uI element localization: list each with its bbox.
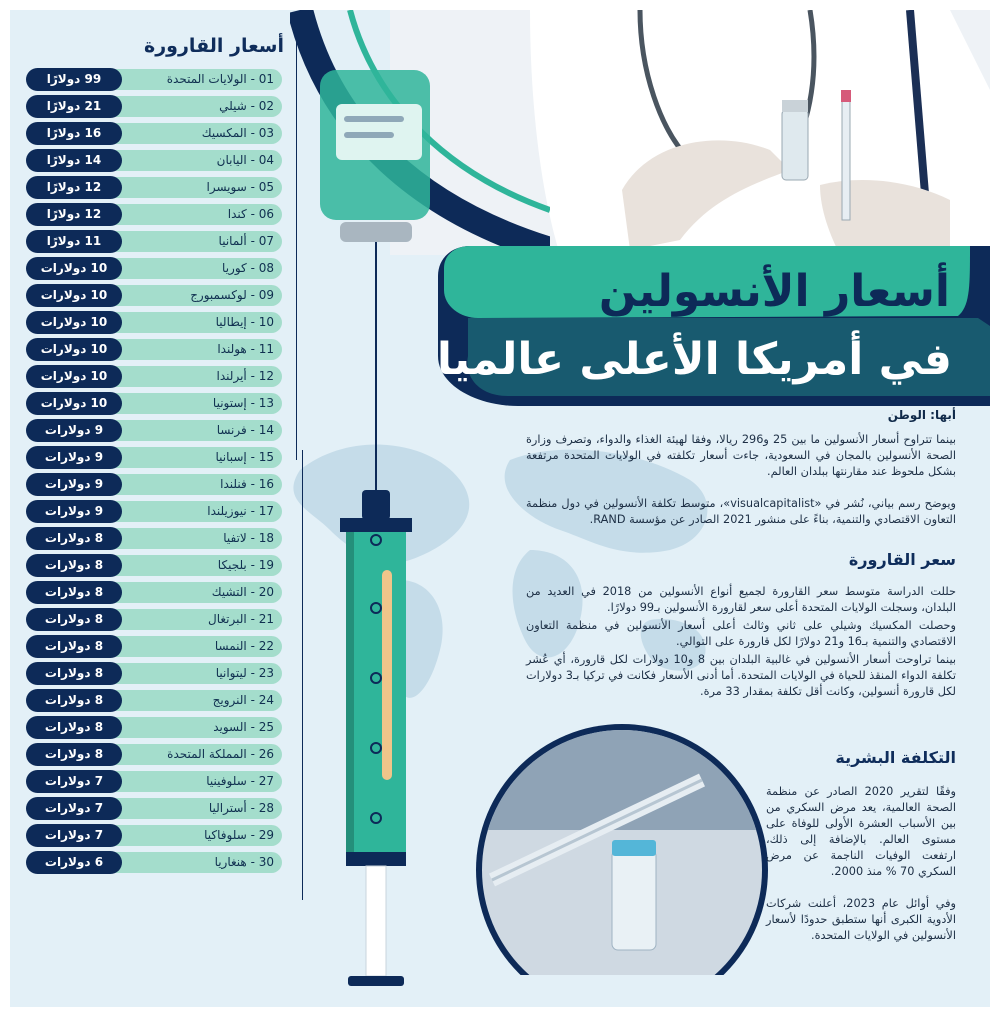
ranking-row (26, 554, 288, 577)
ranking-price-badge: 8 دولارات (26, 689, 122, 712)
ranking-country: 13 - إستونيا (82, 393, 282, 414)
ranking-price-badge: 8 دولارات (26, 635, 122, 658)
ranking-price-badge: 10 دولارات (26, 392, 122, 415)
ranking-row (26, 284, 288, 307)
ranking-country: 30 - هنغاريا (82, 852, 282, 873)
ranking-price-badge: 8 دولارات (26, 743, 122, 766)
human-cost-paragraph-1: وفقًا لتقرير 2020 الصادر عن منظمة الصحة العالمية، يعد مرض السكري من بين الأسباب العشرة الأولى للوفاة على مستوى العالم. بالإضافة إلى ذلك، ارتفعت الوفيات الناجمة عن مرض السكري 70 % منذ 2000. (766, 785, 957, 878)
ranking-row (26, 68, 288, 91)
ranking-country: 04 - اليابان (82, 150, 282, 171)
infographic-page (10, 10, 990, 1007)
ranking-country: 28 - أستراليا (82, 798, 282, 819)
ranking-country: 02 - شيلي (82, 96, 282, 117)
ranking-country: 05 - سويسرا (82, 177, 282, 198)
ranking-country: 10 - إيطاليا (82, 312, 282, 333)
article-byline: أبها: الوطن (887, 408, 956, 422)
ranking-price-badge: 10 دولارات (26, 311, 122, 334)
ranking-country: 01 - الولايات المتحدة (82, 69, 282, 90)
ranking-country: 17 - نيوزيلندا (82, 501, 282, 522)
ranking-price-badge: 7 دولارات (26, 824, 122, 847)
ranking-country: 21 - البرتغال (82, 609, 282, 630)
ranking-row (26, 176, 288, 199)
ranking-country: 20 - التشيك (82, 582, 282, 603)
ranking-row (26, 203, 288, 226)
ranking-price-badge: 9 دولارات (26, 473, 122, 496)
sidebar-title: أسعار القارورة (144, 35, 284, 57)
ranking-row (26, 500, 288, 523)
ranking-row (26, 95, 288, 118)
ranking-price-badge: 16 دولارًا (26, 122, 122, 145)
ranking-price-badge: 9 دولارات (26, 419, 122, 442)
ranking-row (26, 662, 288, 685)
ranking-row (26, 446, 288, 469)
ranking-row (26, 473, 288, 496)
ranking-row (26, 824, 288, 847)
ranking-country: 14 - فرنسا (82, 420, 282, 441)
ranking-price-badge: 8 دولارات (26, 716, 122, 739)
ranking-row (26, 257, 288, 280)
ranking-country: 27 - سلوفينيا (82, 771, 282, 792)
ranking-row (26, 122, 288, 145)
ranking-country: 23 - ليتوانيا (82, 663, 282, 684)
ranking-country: 11 - هولندا (82, 339, 282, 360)
ranking-price-badge: 10 دولارات (26, 338, 122, 361)
ranking-country: 07 - ألمانيا (82, 231, 282, 252)
ranking-price-badge: 10 دولارات (26, 365, 122, 388)
ranking-country: 19 - بلجيكا (82, 555, 282, 576)
vial-price-paragraph-3: بينما تراوحت أسعار الأنسولين في غالبية البلدان بين 8 و10 دولارات لكل قارورة، أي عُشر تكلفة الدواء المنقذ للحياة في الولايات المتحدة. أما أدنى الأسعار فكانت في تركيا بـ3 دولارات لكل قارورة أنسولين، وكانت أقل تكلفة بمقدار 33 مرة. (526, 653, 957, 698)
ranking-row (26, 770, 288, 793)
vial-price-paragraph-1: حللت الدراسة متوسط سعر القارورة لجميع أنواع الأنسولين من 2018 في العديد من البلدان، وسجلت الولايات المتحدة أعلى سعر لقارورة الأنسولين بـ99 دولارًا. (526, 585, 956, 614)
ranking-row (26, 851, 288, 874)
ranking-row (26, 527, 288, 550)
intro-paragraph-2: ويوضح رسم بياني، نُشر في «visualcapitalist»، متوسط تكلفة الأنسولين في دول منظمة التعاون الاقتصادي والتنمية، بناءً على منشور 2021 الصادر عن مؤسسة RAND. (526, 497, 956, 526)
ranking-list (26, 68, 288, 874)
ranking-row (26, 581, 288, 604)
ranking-price-badge: 10 دولارات (26, 284, 122, 307)
ranking-price-badge: 6 دولارات (26, 851, 122, 874)
ranking-row (26, 338, 288, 361)
section-heading-vial-price: سعر القارورة (848, 550, 956, 569)
ranking-price-badge: 8 دولارات (26, 581, 122, 604)
ranking-country: 08 - كوريا (82, 258, 282, 279)
ranking-country: 18 - لاتفيا (82, 528, 282, 549)
ranking-row (26, 392, 288, 415)
ranking-price-badge: 8 دولارات (26, 662, 122, 685)
ranking-row (26, 149, 288, 172)
ranking-row (26, 689, 288, 712)
ranking-row (26, 230, 288, 253)
ranking-country: 06 - كندا (82, 204, 282, 225)
human-cost-paragraph-2: وفي أوائل عام 2023، أعلنت شركات الأدوية الكبرى أنها ستطبق حدودًا لأسعار الأنسولين في الولايات المتحدة. (766, 897, 956, 942)
ranking-country: 03 - المكسيك (82, 123, 282, 144)
intro-paragraph-1: بينما تتراوح أسعار الأنسولين ما بين 25 و296 ريالا، وفقا لهيئة الغذاء والدواء، وتصرف وزارة الصحة الأنسولين بالمجان في السعودية، جاءت أسعار تكلفته في الولايات المتحدة مرتفعة بشكل ملحوظ عند مقارنتها ببلدان العالم. (526, 433, 957, 478)
ranking-price-badge: 8 دولارات (26, 527, 122, 550)
ranking-country: 25 - السويد (82, 717, 282, 738)
price-ranking-sidebar (26, 34, 288, 878)
ranking-country: 29 - سلوفاكيا (82, 825, 282, 846)
headline-line-2: في أمريكا الأعلى عالميا (436, 334, 952, 385)
ranking-row (26, 716, 288, 739)
ranking-country: 15 - إسبانيا (82, 447, 282, 468)
ranking-country: 09 - لوكسمبورج (82, 285, 282, 306)
ranking-price-badge: 10 دولارات (26, 257, 122, 280)
ranking-country: 22 - النمسا (82, 636, 282, 657)
ranking-row (26, 743, 288, 766)
ranking-row (26, 608, 288, 631)
ranking-row (26, 419, 288, 442)
ranking-country: 16 - فنلندا (82, 474, 282, 495)
insulin-vial-photo (472, 720, 772, 975)
ranking-price-badge: 14 دولارًا (26, 149, 122, 172)
ranking-country: 12 - أيرلندا (82, 366, 282, 387)
ranking-row (26, 365, 288, 388)
ranking-price-badge: 12 دولارًا (26, 176, 122, 199)
ranking-country: 24 - النرويج (82, 690, 282, 711)
headline-line-1: أسعار الأنسولين (598, 266, 950, 317)
ranking-country: 26 - المملكة المتحدة (82, 744, 282, 765)
headline-band (438, 246, 990, 406)
syringe-illustration (310, 70, 450, 1000)
ranking-row (26, 635, 288, 658)
ranking-price-badge: 8 دولارات (26, 608, 122, 631)
ranking-price-badge: 9 دولارات (26, 446, 122, 469)
ranking-price-badge: 12 دولارًا (26, 203, 122, 226)
section-heading-human-cost: التكلفة البشرية (835, 748, 956, 767)
ranking-price-badge: 7 دولارات (26, 770, 122, 793)
ranking-row (26, 311, 288, 334)
ranking-row (26, 797, 288, 820)
ranking-price-badge: 99 دولارًا (26, 68, 122, 91)
ranking-price-badge: 9 دولارات (26, 500, 122, 523)
sidebar-divider-line (302, 450, 303, 900)
vial-price-paragraph-2: وحصلت المكسيك وشيلي على ثاني وثالث أعلى أسعار الأنسولين في منظمة التعاون الاقتصادي والتنمية بـ16 و21 دولارًا لكل قارورة على التوالي. (526, 619, 956, 648)
ranking-price-badge: 7 دولارات (26, 797, 122, 820)
sidebar-divider-line (296, 40, 297, 460)
ranking-price-badge: 11 دولارًا (26, 230, 122, 253)
ranking-price-badge: 8 دولارات (26, 554, 122, 577)
ranking-price-badge: 21 دولارًا (26, 95, 122, 118)
